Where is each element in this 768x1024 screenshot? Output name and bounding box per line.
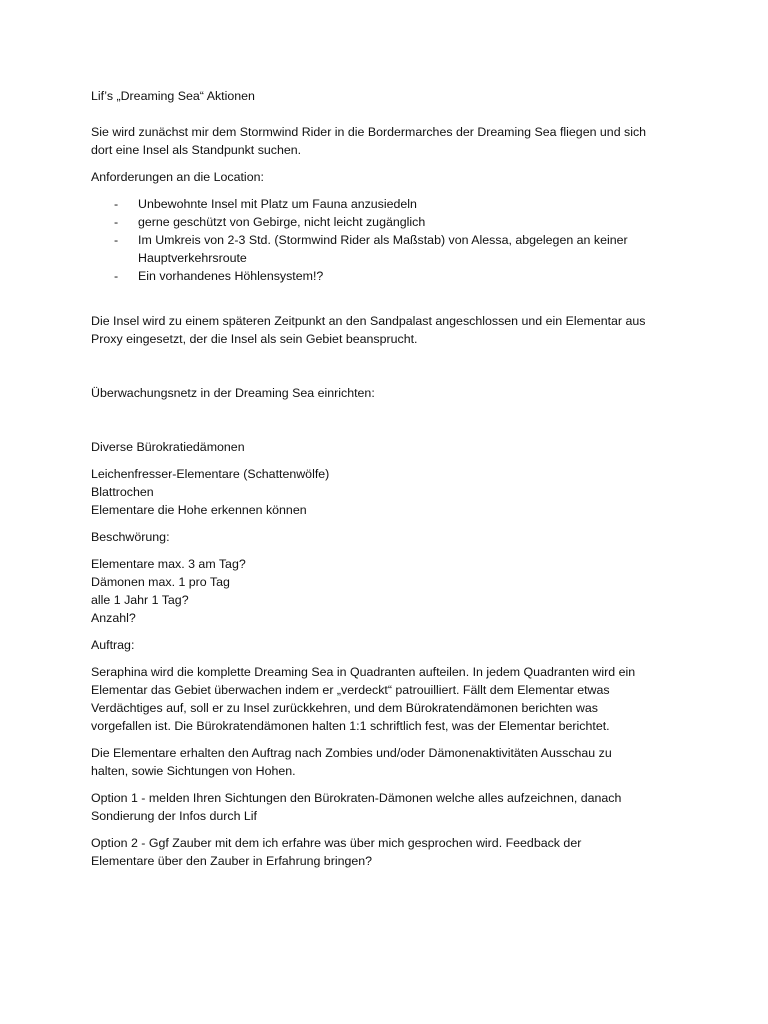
mission-paragraph — [91, 663, 681, 735]
demons-line: Diverse Bürokratiedämonen — [91, 440, 245, 454]
summoning-heading: Beschwörung: — [91, 530, 170, 544]
list-item-text: gerne geschützt von Gebirge, nicht leicht zugänglich — [138, 215, 426, 229]
text-line: Blattrochen — [91, 485, 154, 499]
list-dash: - — [114, 269, 119, 283]
text-line: Sie wird zunächst mir dem Stormwind Rider in die Bordermarches der Dreaming Sea fliegen und sich — [91, 125, 647, 139]
summoning-block — [91, 555, 681, 627]
elementals-block — [91, 465, 681, 519]
text-line: Elementare max. 3 am Tag? — [91, 557, 246, 571]
text-line: Option 1 - melden Ihren Sichtungen den Bürokraten-Dämonen welche alles aufzeichnen, danach — [91, 791, 622, 805]
document-page — [91, 87, 681, 870]
text-line: Elementar das Gebiet überwachen indem er „verdeckt“ patrouilliert. Fällt dem Elementar etwas — [91, 683, 610, 697]
text-line: alle 1 Jahr 1 Tag? — [91, 593, 189, 607]
text-line: Seraphina wird die komplette Dreaming Sea in Quadranten aufteilen. In jedem Quadranten wird ein — [91, 665, 636, 679]
text-line: vorgefallen ist. Die Bürokratendämonen halten 1:1 schriftlich fest, was der Elementar berichtet. — [91, 719, 610, 733]
requirements-heading: Anforderungen an die Location: — [91, 170, 264, 184]
text-line: Leichenfresser-Elementare (Schattenwölfe) — [91, 467, 330, 481]
text-line: Anzahl? — [91, 611, 136, 625]
list-dash: - — [114, 197, 119, 211]
task-paragraph — [91, 744, 681, 780]
text-line: Verdächtiges auf, soll er zu Insel zurückkehren, und dem Bürokratendämonen berichten was — [91, 701, 598, 715]
text-line: Dämonen max. 1 pro Tag — [91, 575, 230, 589]
list-dash: - — [114, 233, 119, 247]
text-line: Die Elementare erhalten den Auftrag nach Zombies und/oder Dämonenaktivitäten Ausschau zu — [91, 746, 612, 760]
option-2-paragraph — [91, 834, 681, 870]
list-item — [91, 195, 681, 213]
requirements-list — [91, 195, 681, 285]
list-item — [91, 267, 681, 285]
text-line: dort eine Insel als Standpunkt suchen. — [91, 143, 302, 157]
text-line: Option 2 - Ggf Zauber mit dem ich erfahre was über mich gesprochen wird. Feedback der — [91, 836, 582, 850]
island-paragraph — [91, 312, 681, 348]
option-1-paragraph — [91, 789, 681, 825]
intro-paragraph — [91, 123, 681, 159]
text-line: Sondierung der Infos durch Lif — [91, 809, 258, 823]
list-item — [91, 231, 681, 267]
text-line: Elementare über den Zauber in Erfahrung bringen? — [91, 854, 373, 868]
list-item-text: Unbewohnte Insel mit Platz um Fauna anzusiedeln — [138, 197, 417, 211]
list-item-text: Im Umkreis von 2-3 Std. (Stormwind Rider als Maßstab) von Alessa, abgelegen an keiner — [138, 233, 628, 247]
list-item — [91, 213, 681, 231]
text-line: Die Insel wird zu einem späteren Zeitpunkt an den Sandpalast angeschlossen und ein Elementar aus — [91, 314, 646, 328]
text-line: Proxy eingesetzt, der die Insel als sein Gebiet beansprucht. — [91, 332, 418, 346]
list-item-text: Hauptverkehrsroute — [138, 251, 247, 265]
document-title: Lif’s „Dreaming Sea“ Aktionen — [91, 89, 255, 103]
mission-heading: Auftrag: — [91, 638, 135, 652]
text-line: halten, sowie Sichtungen von Hohen. — [91, 764, 296, 778]
surveillance-heading: Überwachungsnetz in der Dreaming Sea einrichten: — [91, 386, 375, 400]
text-line: Elementare die Hohe erkennen können — [91, 503, 307, 517]
list-item-text: Ein vorhandenes Höhlensystem!? — [138, 269, 324, 283]
list-dash: - — [114, 215, 119, 229]
